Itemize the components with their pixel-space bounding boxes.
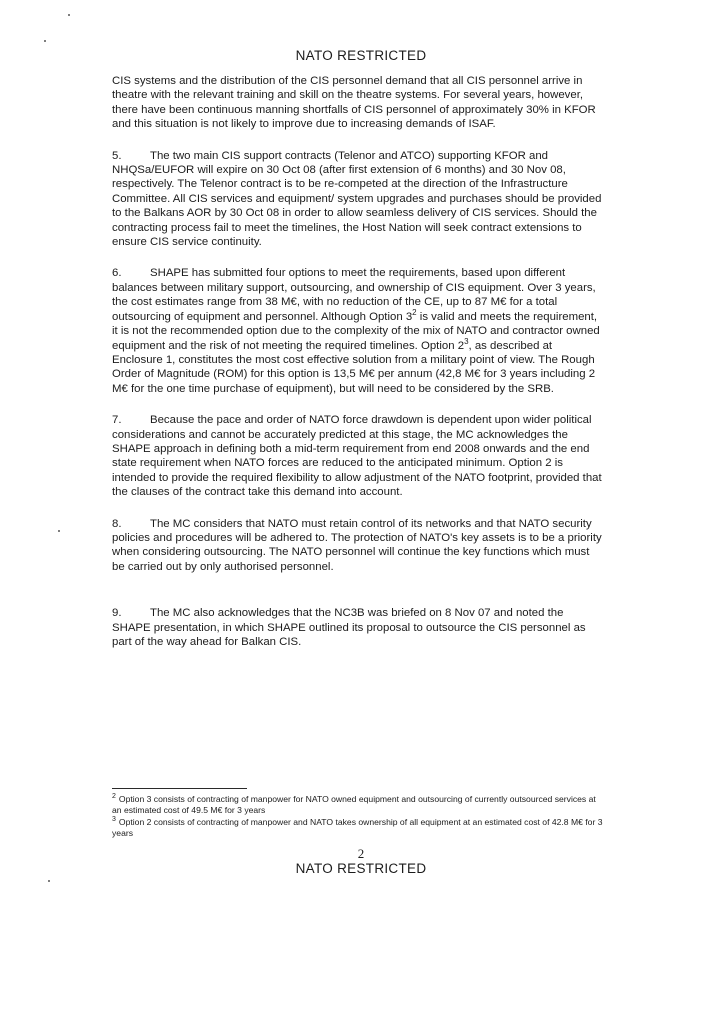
- paragraph-number: 6.: [112, 267, 122, 280]
- paragraph-text: is valid and meets the requirement, it is not the recommended option due to the complexity of the mix of NATO and contractor owned equipment and the risk of not meeting the required timelines. Option 2: [112, 310, 600, 352]
- paragraph-text: The MC considers that NATO must retain control of its networks and that NATO security policies and procedures will be adhered to. The protection of NATO's key assets is to be a priority when considering outsourcing. The NATO personnel will continue the key functions which must be carried out by only authorised personnel.: [112, 517, 602, 573]
- paragraph-7: [112, 413, 602, 499]
- header-classification: NATO RESTRICTED: [295, 48, 427, 63]
- paragraph-5: [112, 149, 602, 250]
- footnotes: [112, 794, 604, 840]
- footnote-text: Option 2 consists of contracting of manpower and NATO takes ownership of all equipment at an estimated cost of 42.8 M€ for 3 years: [112, 817, 603, 838]
- paragraph-9: [112, 606, 602, 649]
- footnote-text: Option 3 consists of contracting of manpower for NATO owned equipment and outsourcing of currently outsourced services at an estimated cost of 49.5 M€ for 3 years: [112, 794, 596, 815]
- footnote: [112, 817, 604, 839]
- paragraph-text: , as described at Enclosure 1, constitutes the most cost effective solution from a military point of view. The Rough Order of Magnitude (ROM) for this option is 13,5 M€ per annum (42,8 M€ for 3 years including 2 M€ for the one time purchase of equipment), but will need to be considered by the SRB.: [112, 339, 596, 395]
- paragraph-number: 5.: [112, 149, 122, 162]
- paragraph-text: The two main CIS support contracts (Telenor and ATCO) supporting KFOR and NHQSa/EUFOR will expire on 30 Oct 08 (after first extension of 6 months) and 30 Nov 08, respectively. The Telenor contract is to be re-competed at the direction of the Infrastructure Committee. All CIS services and equipment/ system upgrades and purchases should be provided to the Balkans AOR by 30 Oct 08 in order to allow seamless delivery of CIS services. Should the contracting process fail to meet the timelines, the Host Nation will seek contract extensions to ensure CIS service continuity.: [112, 149, 602, 249]
- footnote-mark: 2: [112, 793, 116, 801]
- page-number: 2: [357, 846, 365, 861]
- paragraph-text: SHAPE has submitted four options to meet the requirements, based upon different balances between military support, outsourcing, and ownership of CIS equipment. Over 3 years, the cost estimates range from 38 M€, with no reduction of the CE, up to 87 M€ for a total outsourcing of equipment and personnel. Although Option 3: [112, 267, 596, 323]
- document-body: [112, 74, 602, 649]
- footnote-mark: 3: [112, 816, 116, 824]
- footnote-reference[interactable]: 2: [412, 307, 417, 317]
- scan-speck: [58, 530, 60, 532]
- paragraph-text: Because the pace and order of NATO force drawdown is dependent upon wider political considerations and cannot be accurately predicted at this stage, the MC acknowledges the SHAPE approach in defining both a mid-term requirement from end 2008 onwards and the end state requirement when NATO forces are reduced to the anticipated minimum. Option 2 is intended to provide the required flexibility to allow adjustment of the NATO footprint, provided that the clauses of the contract take this demand into account.: [112, 414, 602, 499]
- paragraph-text: The MC also acknowledges that the NC3B was briefed on 8 Nov 07 and noted the SHAPE presentation, in which SHAPE outlined its proposal to outsource the CIS personnel as part of the way ahead for Balkan CIS.: [112, 607, 586, 648]
- paragraph-6: [112, 266, 602, 396]
- scan-speck: [44, 40, 46, 42]
- paragraph-number: 8.: [112, 517, 122, 530]
- paragraph-8: [112, 517, 602, 575]
- footer-classification: NATO RESTRICTED: [295, 861, 427, 876]
- paragraph-number: 7.: [112, 414, 122, 427]
- footnote: [112, 794, 604, 816]
- scan-speck: [68, 14, 70, 16]
- footnote-separator: [112, 788, 247, 789]
- footnote-reference[interactable]: 3: [464, 336, 469, 346]
- paragraph-number: 9.: [112, 607, 122, 620]
- scan-speck: [48, 880, 50, 882]
- paragraph-intro: CIS systems and the distribution of the CIS personnel demand that all CIS personnel arrive in theatre with the relevant training and skill on the theatre systems. For several years, however, there have been continuous manning shortfalls of CIS personnel of approximately 30% in KFOR and this situation is not likely to improve due to increasing demands of ISAF.: [112, 75, 596, 131]
